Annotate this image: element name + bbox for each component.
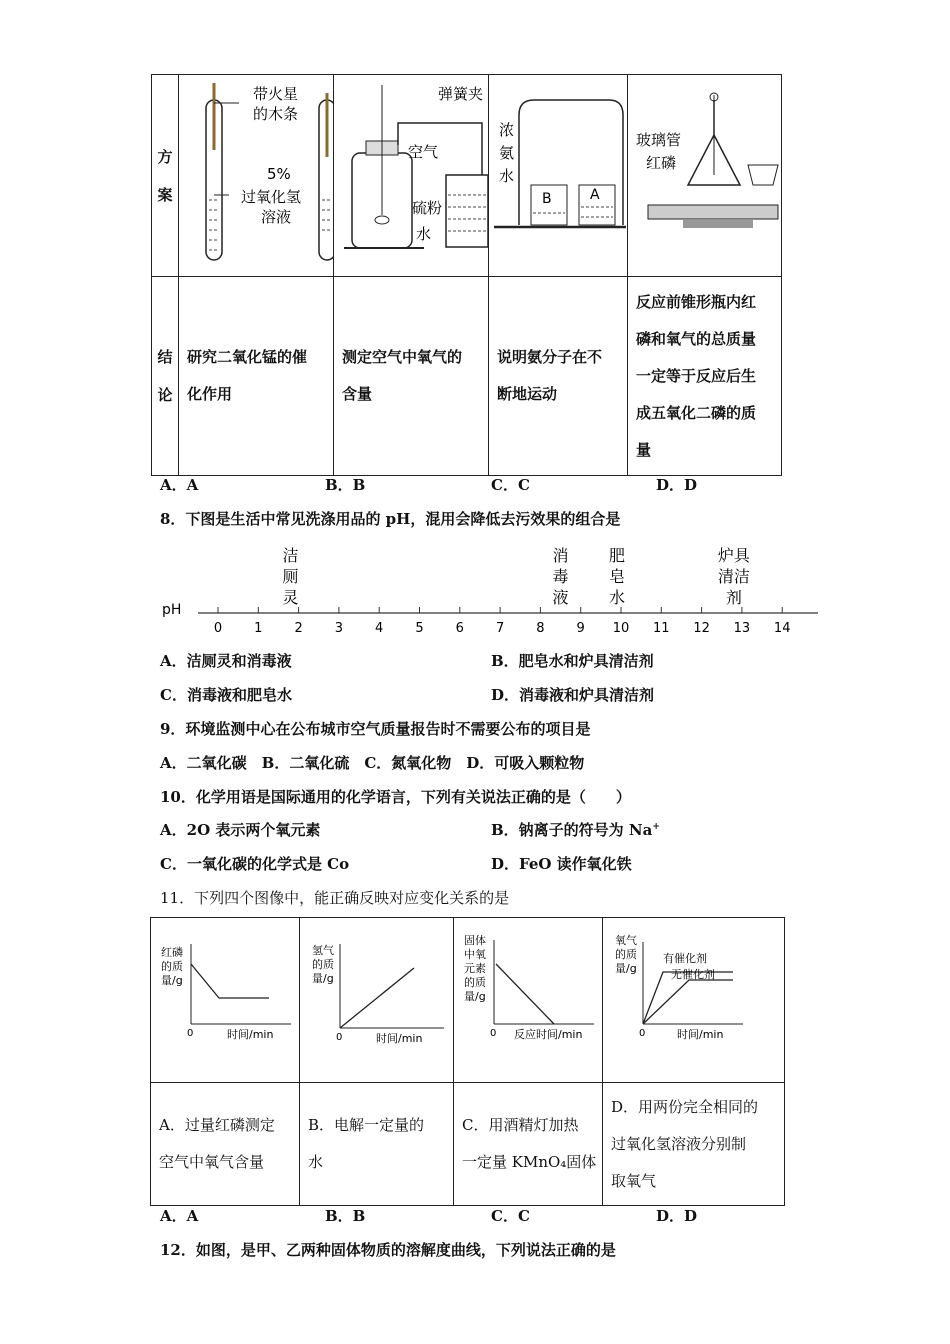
label-h2o2: 过氧化氢 [241,188,302,206]
q11-stem: 11．下列四个图像中，能正确反映对应变化关系的是 [160,889,510,907]
q7-table [151,74,782,476]
graph-c-plot [454,918,602,1078]
conclusion-b: 测定空气中氧气的 含量 [334,277,489,476]
ph-tick-label: 14 [773,621,791,636]
test-tube-diagram [179,75,333,272]
q8-option-a[interactable]: A．洁厕灵和消毒液 [160,652,292,670]
q9-options[interactable]: A．二氧化碳 B．二氧化硫 C．氮氧化物 D．可吸入颗粒物 [160,754,585,772]
ph-tick-label: 10 [612,621,630,636]
svg-text:的质: 的质 [161,960,183,973]
q11-option-a[interactable]: A．A [160,1207,199,1225]
desc-d: D．用两份完全相同的 过氧化氢溶液分别制 取氧气 [603,1083,785,1206]
ph-tick-label: 12 [693,621,710,636]
q10-stem: 10．化学用语是国际通用的化学语言，下列有关说法正确的是（ ） [160,788,631,806]
svg-text:量/g: 量/g [464,990,486,1003]
svg-text:5%: 5% [267,165,291,183]
diagram-d [628,75,782,277]
svg-text:固体: 固体 [464,934,486,947]
ph-tick-label: 9 [576,621,585,636]
svg-text:氨: 氨 [499,144,515,162]
svg-text:0: 0 [490,1028,497,1039]
q9-stem: 9．环境监测中心在公布城市空气质量报告时不需要公布的项目是 [160,720,591,738]
label-splint: 带火星 [253,85,299,103]
q11-option-b[interactable]: B．B [325,1207,366,1225]
ph-product-label: 厕 [282,567,299,586]
q11-option-c[interactable]: C．C [491,1207,530,1225]
svg-text:的质: 的质 [464,976,486,989]
q7-option-b[interactable]: B．B [325,476,366,494]
ph-label: pH [162,602,182,618]
svg-text:空气: 空气 [408,143,439,161]
svg-text:红磷: 红磷 [161,946,183,959]
ph-product-label: 皂 [608,567,625,586]
q11-option-d[interactable]: D．D [656,1207,698,1225]
graph-a [151,918,300,1083]
svg-text:水: 水 [416,225,432,243]
diagram-a [179,75,334,277]
desc-a: A．过量红磷测定 空气中氧气含量 [151,1083,300,1206]
sulfur-burning-apparatus [334,75,488,272]
q8-option-d[interactable]: D．消毒液和炉具清洁剂 [491,686,655,704]
svg-text:水: 水 [499,167,515,185]
ph-product-label: 肥 [608,546,625,565]
row-label-conclusion: 结 论 [152,277,179,476]
graph-b [300,918,454,1083]
ammonia-diffusion-diagram [489,75,627,272]
q8-option-b[interactable]: B．肥皂水和炉具清洁剂 [491,652,654,670]
ph-scale [150,530,830,642]
row-label-plan: 方 案 [152,75,179,277]
graph-c-line [496,964,554,1024]
svg-text:量/g: 量/g [161,974,183,987]
graph-a-plot [151,918,299,1078]
svg-text:浓: 浓 [499,121,515,139]
ph-product-label: 洁 [282,546,299,565]
svg-text:时间/min: 时间/min [376,1032,423,1045]
conclusion-d: 反应前锥形瓶内红 磷和氧气的总质量 一定等于反应后生 成五氧化二磷的质 量 [628,277,782,476]
svg-text:的质: 的质 [312,958,334,971]
ph-tick-label: 6 [455,621,464,636]
svg-text:氧气: 氧气 [615,934,637,947]
ph-tick-label: 13 [733,621,751,636]
graph-a-line [191,964,269,998]
q7-option-d[interactable]: D．D [656,476,698,494]
ph-tick-label: 4 [375,621,384,636]
q7-option-a[interactable]: A．A [160,476,199,494]
ph-tick-label: 5 [415,621,424,636]
svg-text:中氧: 中氧 [464,948,486,961]
q10-option-b[interactable]: B．钠离子的符号为 Na+ [491,821,660,839]
svg-text:量/g: 量/g [615,962,637,975]
svg-text:0: 0 [336,1032,343,1043]
ph-tick-label: 3 [334,621,344,636]
balance-flask-diagram [628,75,781,272]
label-glass-tube: 玻璃管 [636,131,682,149]
svg-text:反应时间/min: 反应时间/min [514,1028,583,1041]
desc-b: B．电解一定量的 水 [300,1083,454,1206]
diagram-c [489,75,628,277]
svg-text:氢气: 氢气 [312,944,334,957]
q12-stem: 12．如图，是甲、乙两种固体物质的溶解度曲线，下列说法正确的是 [160,1241,616,1259]
q10-option-d[interactable]: D．FeO 读作氧化铁 [491,855,632,873]
conclusion-a: 研究二氧化锰的催 化作用 [179,277,334,476]
ph-product-label: 水 [608,588,625,607]
ph-product-label: 剂 [725,588,742,607]
ph-tick-label: 8 [536,621,545,636]
label-red-phosphorus: 红磷 [646,154,677,172]
ph-product-label: 灵 [282,588,299,607]
q8-option-c[interactable]: C．消毒液和肥皂水 [160,686,292,704]
label-clamp: 弹簧夹 [438,85,484,103]
legend-catalyst: 有催化剂 [663,952,707,965]
na-charge: + [652,822,660,832]
ph-tick-label: 11 [653,621,670,636]
q11-table [150,917,785,1206]
ph-tick-label: 1 [254,621,263,636]
graph-b-plot [300,918,453,1078]
desc-c: C．用酒精灯加热 一定量 KMnO₄固体 [454,1083,603,1206]
beaker-a-label: A [590,187,600,203]
svg-text:硫粉: 硫粉 [412,199,443,217]
svg-text:的质: 的质 [615,948,637,961]
svg-text:溶液: 溶液 [261,208,292,226]
ph-product-label: 清洁 [717,567,750,586]
svg-text:0: 0 [639,1028,646,1039]
graph-c [454,918,603,1083]
q8-stem: 8．下图是生活中常见洗涤用品的 pH，混用会降低去污效果的组合是 [160,510,621,528]
svg-text:的木条: 的木条 [253,105,299,123]
beaker-b-label: B [542,191,552,207]
graph-d-plot [603,918,784,1078]
ph-tick-label: 7 [495,621,505,636]
svg-text:时间/min: 时间/min [677,1028,724,1041]
svg-text:量/g: 量/g [312,972,334,985]
svg-text:时间/min: 时间/min [227,1028,274,1041]
svg-text:元素: 元素 [464,962,486,975]
ph-product-label: 消 [552,546,569,565]
q10-option-a[interactable]: A．2O 表示两个氧元素 [160,821,321,839]
graph-d-no-catalyst-line [643,980,733,1024]
q7-option-c[interactable]: C．C [491,476,530,494]
ph-product-label: 炉具 [717,546,750,565]
conclusion-c: 说明氨分子在不 断地运动 [489,277,628,476]
graph-b-line [340,968,414,1028]
ph-tick-label: 0 [213,621,223,636]
q10-option-c[interactable]: C．一氧化碳的化学式是 Co [160,855,350,873]
ph-product-label: 液 [552,588,569,607]
diagram-b [334,75,489,277]
graph-d [603,918,785,1083]
ph-tick-label: 2 [294,621,303,636]
legend-no-catalyst: 无催化剂 [671,968,715,981]
svg-text:0: 0 [187,1028,194,1039]
ph-product-label: 毒 [552,567,569,586]
